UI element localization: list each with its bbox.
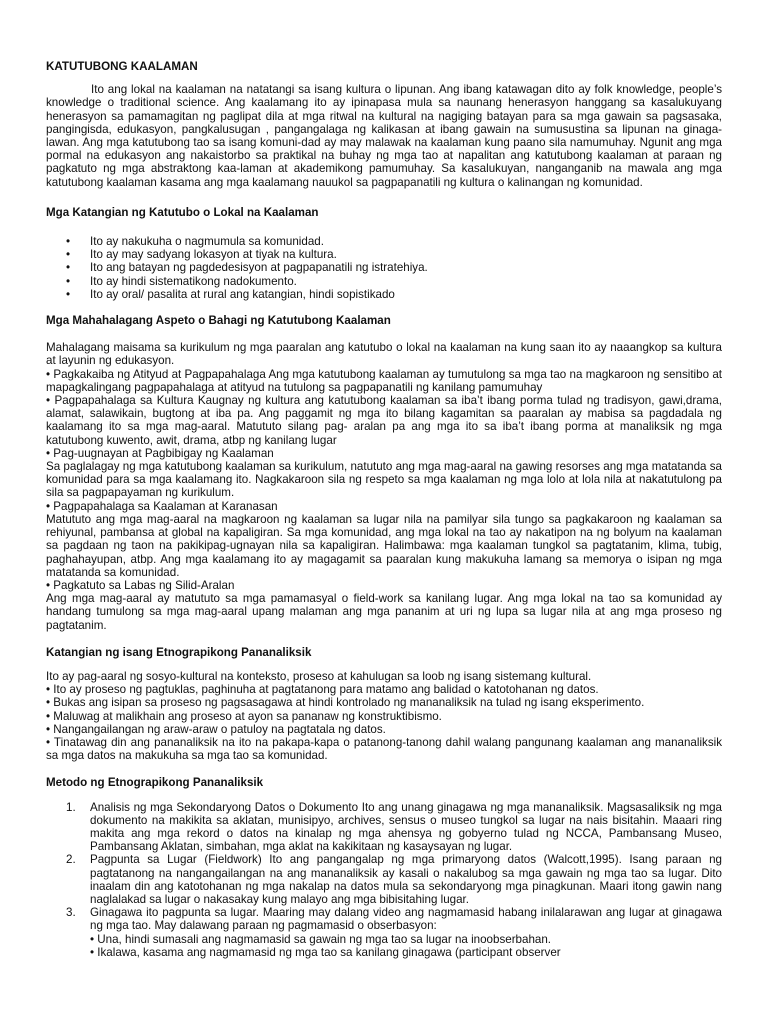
list-item: 2. Pagpunta sa Lugar (Fieldwork) Ito ang pangangalap ng mga primaryong datos (Walcott,1995). Isang paraan ng pagtatanong na nangangailangan na ang mananaliksik ay kasali o nakalubog sa mga gawain ng mga tao sa lugar. Dito inaalam din ang katotohanan ng mga nakalap na datos mula sa sekondaryong mga pinagkunan. Maari itong gawin nang naglalakad sa lugar o nakasakay kung malayo ang mga bibisitahing lugar. (66, 853, 722, 906)
section-heading-metodo: Metodo ng Etnograpikong Pananaliksik (46, 776, 264, 790)
bullet-icon: • (66, 261, 71, 275)
list-item: • Ito ay may sadyang lokasyon at tiyak na kultura. (66, 248, 337, 262)
item-number: 2. (66, 853, 76, 867)
bullet-icon: • (66, 274, 71, 288)
list-item: • Ito ay hindi sistematikong nadokumento. (66, 274, 297, 288)
list-item: 3. Ginagawa ito pagpunta sa lugar. Maaring may dalang video ang nagmamasid habang inilalarawan ang lugar at ginagawa ng mga tao. May dalawang paraan ng pagmamasid o obserbasyon: • Una, hindi sumasali ang nagmamasid sa gawain ng mga tao sa lugar na inoobserbahan. • Ikalawa, kasama ang nagmamasid ng mga tao sa kanilang ginagawa (participant observer (66, 906, 722, 959)
section-heading-etnograpiko: Katangian ng isang Etnograpikong Pananaliksik (46, 645, 312, 659)
sub-item: • Una, hindi sumasali ang nagmamasid sa gawain ng mga tao sa lugar na inoobserbahan. (90, 932, 552, 946)
section-heading-aspeto: Mga Mahahalagang Aspeto o Bahagi ng Katutubong Kaalaman (46, 314, 391, 328)
etnograpiko-line: • Ito ay proseso ng pagtuklas, paghinuha at pagtatanong para matamo ang balidad o katotohanan ng datos. (46, 683, 599, 697)
bullet-icon: • (66, 248, 71, 262)
aspeto-paragraph: Sa paglalagay ng mga katutubong kaalaman sa kurikulum, natututo ang mga mag-aaral na gawing resorses ang mga matatanda sa komunidad para sa mga kaalamang ito. Nagkakaroon sila ng respeto sa mga kaalaman ng mga lolo at lola nila at nakatutulong pa sila sa pagpapayaman ng kurikulum. (46, 460, 722, 500)
intro-paragraph: Ito ang lokal na kaalaman na natatangi sa isang kultura o lipunan. Ang ibang katawagan dito ay folk knowledge, people’s knowledge o traditional science. Ang kaalamang ito ay ipinapasa mula sa naunang henerasyon hanggang sa kasalukuyang henerasyon sa pamamagitan ng paglipat dila at mga ritwal na kultural na nagiging batayan para sa mga gawain sa pagsasaka, pangingisda, edukasyon, pangkalusugan , pangangalaga ng kalikasan at ibang gawain na sumusustina sa lipunan na ginaga-lawan. Ang mga katutubong tao sa isang komuni-dad ay may malawak na kaalaman kung paano sila namumuhay. Ngunit ang mga pormal na edukasyon ang nakaistorbo sa praktikal na buhay ng mga tao at napalitan ang katutubong kaalaman at paraan ng pagkatuto ng mga abstraktong kaa-laman at akademikong pamumuhay. Sa kasalukuyan, nanganganib na mawala ang mga katutubong kaalaman kasama ang mga kaalamang nauukol sa pagpapanatili ng kultura o kalinangan ng komunidad. (46, 83, 722, 189)
aspeto-paragraph: • Pagkakaiba ng Atityud at Pagpapahalaga Ang mga katutubong kaalaman ay tumutulong sa mga tao na magkaroon ng sensitibo at mapagkalingang pagpapahalaga at atityud na tutulong sa pagpapanatili ng kanilang pamumuhay (46, 367, 722, 394)
section-heading-katangian: Mga Katangian ng Katutubo o Lokal na Kaalaman (46, 205, 319, 219)
aspeto-paragraph: • Pagpapahalaga sa Kultura Kaugnay ng kultura ang katutubong kaalaman sa iba’t ibang porma tulad ng tradisyon, gawi,drama, alamat, salawikain, bugtong at iba pa. Ang paggamit ng mga ito bilang kagamitan sa paaralan ay mabisa sa pagdadala ng kaalamang ito sa mga mag-aaral. Matututo silang pag- aralan pa ang mga ito sa iba’t ibang porma at manaliksik ng mga katutubong kuwento, awit, drama, atbp ng kanilang lugar (46, 394, 722, 447)
aspeto-subheading: • Pag-uugnayan at Pagbibigay ng Kaalaman (46, 446, 274, 460)
list-item: • Ito ay oral/ pasalita at rural ang katangian, hindi sopistikado (66, 287, 395, 301)
document-title: KATUTUBONG KAALAMAN (46, 60, 198, 73)
aspeto-paragraph: Mahalagang maisama sa kurikulum ng mga paaralan ang katutubo o lokal na kaalaman na kung saan ito ay naaangkop sa kultura at layunin ng edukasyon. (46, 341, 722, 368)
katangian-list (46, 235, 722, 301)
list-item: 1. Analisis ng mga Sekondaryong Datos o Dokumento Ito ang unang ginagawa ng mga mananaliksik. Magsasaliksik ng mga dokumento na makikita sa aklatan, munisipyo, archives, sensus o museo tungkol sa lugar na nais bisitahin. Maaari ring makita ang mga rekord o datos na kinalap ng mga ahensya ng gobyerno tulad ng NCCA, Pambansang Museo, Pambansang Aklatan, simbahan, mga aklat na kakikitaan ng kasaysayan ng lugar. (66, 800, 722, 854)
etnograpiko-line: Ito ay pag-aaral ng sosyo-kultural na konteksto, proseso at kahulugan sa loob ng isang sistemang kultural. (46, 669, 592, 683)
etnograpiko-line: • Maluwag at malikhain ang proseso at ayon sa pananaw ng konstruktibismo. (46, 709, 442, 723)
etnograpiko-line: • Bukas ang isipan sa proseso ng pagsasagawa at hindi kontrolado ng mananaliksik na tulad ng isang eksperimento. (46, 696, 645, 710)
aspeto-subheading: • Pagkatuto sa Labas ng Silid-Aralan (46, 578, 235, 592)
bullet-icon: • (66, 235, 71, 249)
etnograpiko-line: • Tinatawag din ang pananaliksik na ito na pakapa-kapa o patanong-tanong dahil walang pangunang kaalaman ang mananaliksik sa mga datos na makukuha sa mga tao sa komunidad. (46, 735, 722, 763)
aspeto-subheading: • Pagpapahalaga sa Kaalaman at Karanasan (46, 499, 278, 513)
aspeto-paragraph: Ang mga mag-aaral ay matututo sa mga pamamasyal o field-work sa kanilang lugar. Ang mga lokal na tao sa komunidad ay handang tumulong sa mga mag-aaral upang malaman ang mga pananim at uri ng lupa sa lugar nila at ang mga proseso ng pagtatanim. (46, 592, 722, 632)
aspeto-paragraph: Matututo ang mga mag-aaral na magkaroon ng kaalaman sa lugar nila na pamilyar sila tungo sa pagkakaroon ng kaalaman sa rehiyunal, pambansa at global na kapaligiran. Sa mga komunidad, ang mga lokal na tao ay nakatipon na ng bolyum na kaalaman sa pagdaan ng taon na pakikipag-ugnayan nila sa kapaligiran. Halimbawa: mga kaalaman tungkol sa pagtatanim, klima, tubig, paghahayupan, atbp. Ang mga kaalamang ito ay magagamit sa paaralan kung makukuha lamang sa memorya o isipan ng mga matatanda sa komunidad. (46, 512, 722, 579)
item-number: 3. (66, 906, 76, 920)
item-number: 1. (66, 800, 76, 814)
etnograpiko-line: • Nangangailangan ng araw-araw o patuloy na pagtatala ng datos. (46, 722, 386, 736)
metodo-list (46, 801, 722, 959)
sub-item: • Ikalawa, kasama ang nagmamasid ng mga tao sa kanilang ginagawa (participant observer (90, 945, 561, 959)
list-item: • Ito ang batayan ng pagdedesisyon at pagpapanatili ng istratehiya. (66, 261, 428, 275)
list-item: • Ito ay nakukuha o nagmumula sa komunidad. (66, 235, 324, 249)
bullet-icon: • (66, 287, 71, 301)
